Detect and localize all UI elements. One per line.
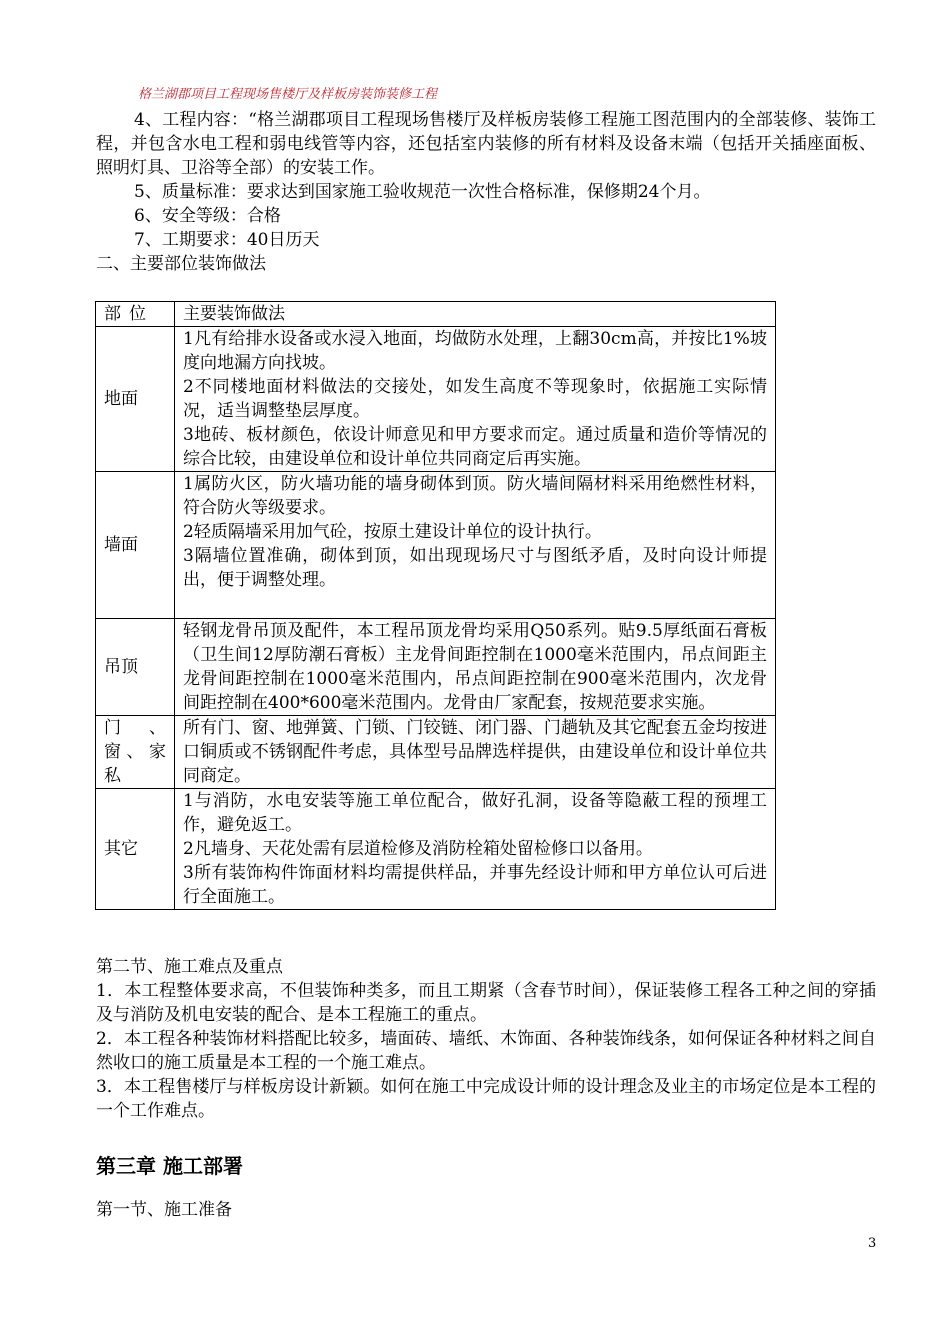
section-heading-preparation: 第一节、施工准备 [96, 1200, 232, 1220]
header-position: 部位 [96, 302, 175, 327]
project-overview [96, 108, 876, 276]
difficulty-item: 1．本工程整体要求高，不但装饰种类多，而且工期紧（含春节时间），保证装修工程各工种之间的穿插及与消防及机电安装的配合、是本工程施工的重点。 [96, 981, 876, 1025]
row-position-label: 地面 [96, 327, 175, 472]
method-item: 1凡有给排水设备或水浸入地面，均做防水处理，上翻30cm高，并按比1%坡度向地漏方向找坡。 [183, 329, 767, 373]
method-item: 所有门、窗、地弹簧、门锁、门铰链、闭门器、门趟轨及其它配套五金均按进口铜质或不锈钢配件考虑，具体型号品牌选样提供，由建设单位和设计单位共同商定。 [183, 718, 767, 786]
table-row-other [96, 789, 776, 910]
safety-level-paragraph: 6、安全等级：合格 [134, 206, 281, 226]
row-method-cell [175, 789, 776, 910]
method-item: 3所有装饰构件饰面材料均需提供样品，并事先经设计师和甲方单位认可后进行全面施工。 [183, 863, 767, 907]
table-row-ceiling [96, 619, 776, 716]
method-item: 轻钢龙骨吊顶及配件，本工程吊顶龙骨均采用Q50系列。贴9.5厚纸面石膏板（卫生间12厚防潮石膏板）主龙骨间距控制在1000毫米范围内，吊点间距主龙骨间距控制在1000毫米范围内，吊点间距控制在900毫米范围内，次龙骨间距控制在400*600毫米范围内。龙骨由厂家配套，按规范要求实施。 [183, 621, 767, 713]
chapter-title: 第三章 施工部署 [96, 1154, 243, 1178]
row-method-cell [175, 327, 776, 472]
row-method-cell [175, 716, 776, 789]
row-position-label: 吊顶 [96, 619, 175, 716]
method-item: 2不同楼地面材料做法的交接处，如发生高度不等现象时，依据施工实际情况，适当调整垫层厚度。 [183, 377, 767, 421]
row-position-label: 墙面 [96, 472, 175, 619]
method-item: 1与消防，水电安装等施工单位配合，做好孔洞，设备等隐蔽工程的预埋工作，避免返工。 [183, 791, 767, 835]
method-item: 3地砖、板材颜色，依设计师意见和甲方要求而定。通过质量和造价等情况的综合比较，由建设单位和设计单位共同商定后再实施。 [183, 425, 767, 469]
page-number: 3 [868, 1236, 877, 1251]
work-scope-paragraph: 4、工程内容：“格兰湖郡项目工程现场售楼厅及样板房装修工程施工图范围内的全部装修、装饰工程，并包含水电工程和弱电线管等内容，还包括室内装修的所有材料及设备末端（包括开关插座面板、照明灯具、卫浴等全部）的安装工作。 [96, 110, 876, 178]
table-row-wall [96, 472, 776, 619]
method-item: 2凡墙身、天花处需有层道检修及消防栓箱处留检修口以备用。 [183, 839, 653, 859]
quality-standard-paragraph: 5、质量标准：要求达到国家施工验收规范一次性合格标准，保修期24个月。 [134, 182, 711, 202]
row-method-cell [175, 619, 776, 716]
row-method-cell [175, 472, 776, 619]
difficulty-item: 2．本工程各种装饰材料搭配比较多，墙面砖、墙纸、木饰面、各种装饰线条，如何保证各种材料之间自然收口的施工质量是本工程的一个施工难点。 [96, 1029, 876, 1073]
table-row-floor [96, 327, 776, 472]
running-header: 格兰湖郡项目工程现场售楼厅及样板房装饰装修工程 [138, 87, 438, 102]
difficulty-item: 3．本工程售楼厅与样板房设计新颖。如何在施工中完成设计师的设计理念及业主的市场定位是本工程的一个工作难点。 [96, 1077, 876, 1121]
decoration-methods-table [95, 301, 776, 910]
method-item: 3隔墙位置准确，砌体到顶，如出现现场尺寸与图纸矛盾，及时向设计师提出，便于调整处理。 [183, 546, 767, 590]
row-position-label: 其它 [96, 789, 175, 910]
method-item: 2轻质隔墙采用加气砼，按原土建设计单位的设计执行。 [183, 522, 602, 542]
header-method: 主要装饰做法 [175, 302, 776, 327]
section-heading-decoration: 二、主要部位装饰做法 [96, 254, 266, 274]
table-row-doors-windows [96, 716, 776, 789]
schedule-paragraph: 7、工期要求：40日历天 [134, 230, 320, 250]
table-header-row [96, 302, 776, 327]
section-heading-difficulty: 第二节、施工难点及重点 [96, 957, 283, 977]
row-position-label: 门、窗、家私 [96, 716, 175, 789]
difficulty-section [96, 955, 876, 1123]
method-item: 1属防火区，防火墙功能的墙身砌体到顶。防火墙间隔材料采用绝燃性材料，符合防火等级要求。 [183, 474, 767, 518]
